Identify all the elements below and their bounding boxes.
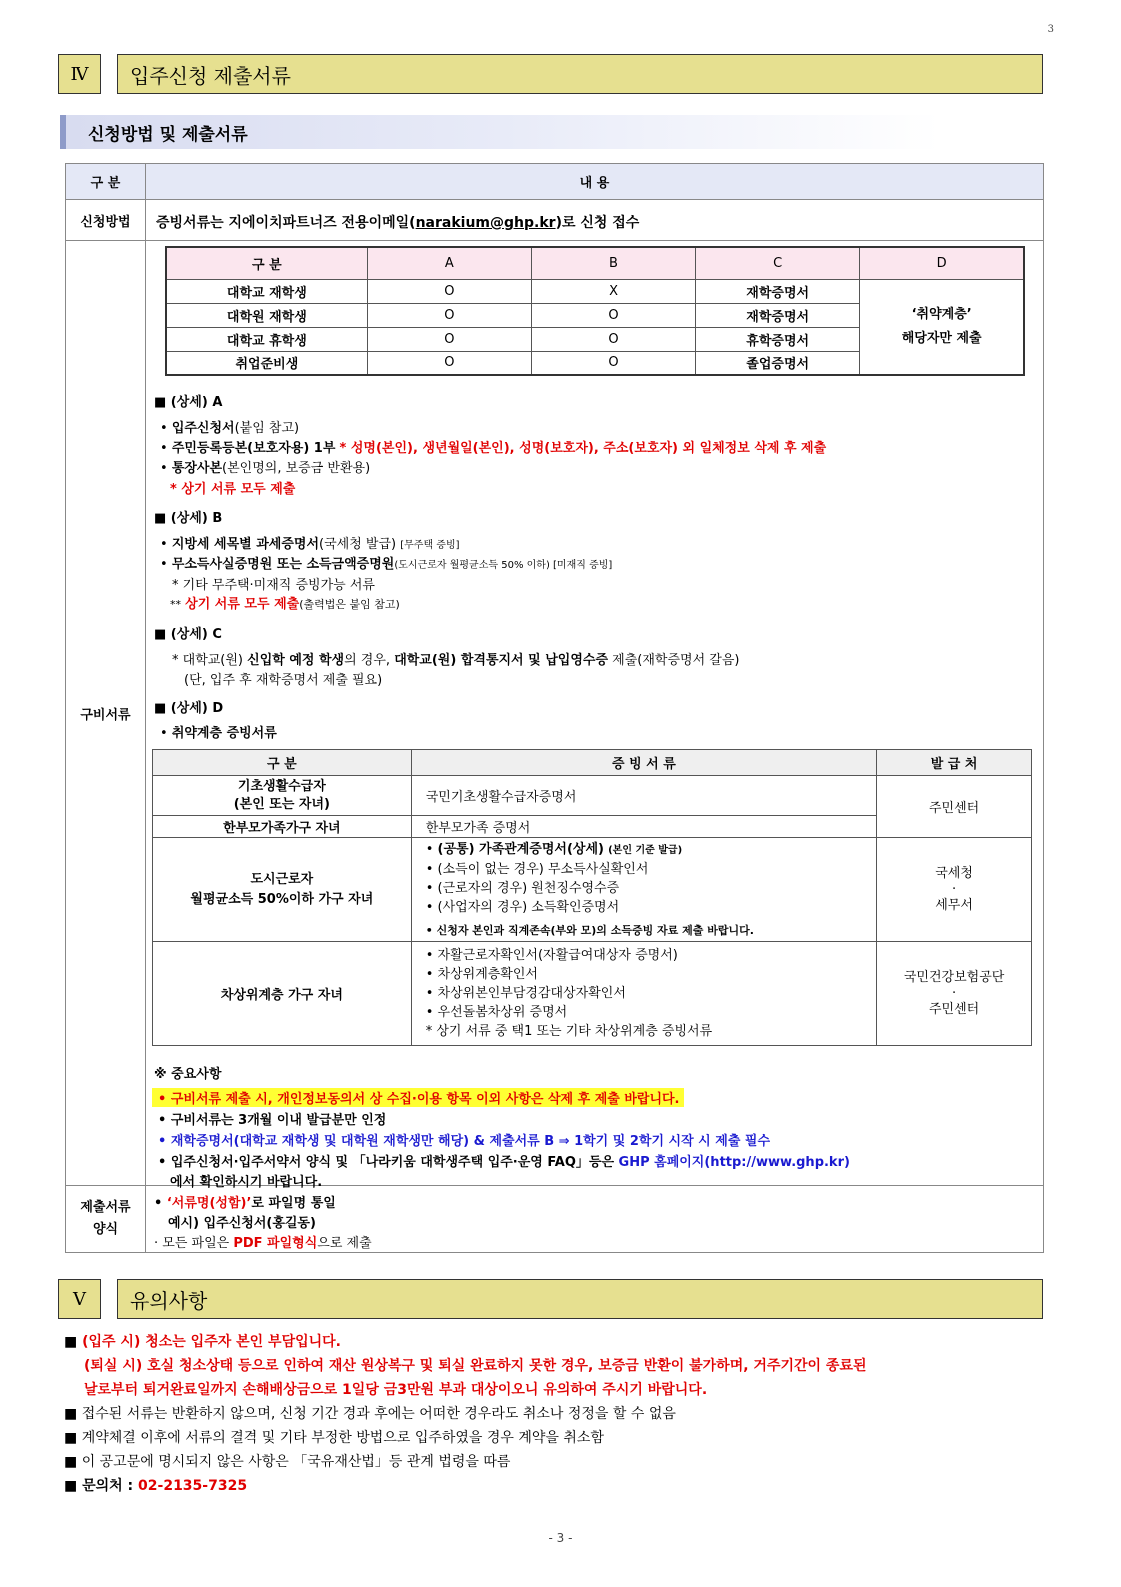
apply-text: 증빙서류는 지에이치파트너즈 전용이메일(narakium@ghp.kr)로 신청 접수	[156, 215, 640, 231]
page-number-bottom: - 3 -	[548, 1531, 573, 1545]
vulnerable-table	[152, 749, 1032, 1046]
detail-a-title: ■ (상세) A	[154, 395, 223, 410]
matrix-h1: A	[367, 247, 531, 279]
detail-a-line1: • 입주신청서(붙임 참고)	[160, 421, 300, 436]
matrix-h0: 구 분	[166, 247, 367, 279]
notice-1c: 날로부터 퇴거완료일까지 손해배상금으로 1일당 금3만원 부과 대상이오니 유의하여 주시기 바랍니다.	[84, 1382, 708, 1398]
format-line3: · 모든 파일은 PDF 파일형식으로 제출	[154, 1236, 372, 1251]
table-row: 차상위계층 가구 자녀 • 자활근로자확인서(자활급여대상자 증명서) • 차상위계층확인서 • 차상위본인부담경감대상자확인서 • 우선돌봄차상위 증명서 * 상기 서류 중 택1 또는 기타 차상위계층 증빙서류 국민건강보험공단 · 주민센터	[153, 942, 1032, 1046]
table-row: 취업준비생 O O 졸업증명서	[166, 351, 1024, 375]
detail-c-title: ■ (상세) C	[154, 627, 222, 642]
detail-c-line1: * 대학교(원) 신입학 예정 학생의 경우, 대학교(원) 합격통지서 및 납입영수증 제출(재학증명서 갈음)	[172, 653, 740, 668]
detail-b-line4: ** 상기 서류 모두 제출(출력법은 붙임 참고)	[170, 597, 400, 612]
table-row: 한부모가족가구 자녀 한부모가족 증명서	[153, 816, 1032, 838]
section-4-header	[58, 54, 1043, 94]
section-4-number: Ⅳ	[58, 54, 101, 94]
section-4-title: 입주신청 제출서류	[117, 54, 1043, 94]
important-title: ※ 중요사항	[154, 1067, 222, 1082]
detail-a-line2: • 주민등록등본(보호자용) 1부 * 성명(본인), 생년월일(본인), 성명(보호자), 주소(보호자) 외 일체정보 삭제 후 제출	[160, 441, 827, 456]
table-row: 대학원 재학생 O O 재학증명서	[166, 303, 1024, 327]
format-label: 제출서류 양식	[66, 1186, 146, 1252]
section-5-title: 유의사항	[117, 1279, 1043, 1319]
notice-3: ■ 계약체결 이후에 서류의 결격 및 기타 부정한 방법으로 입주하였을 경우 계약을 취소함	[64, 1430, 604, 1446]
table-row: 대학교 휴학생 O O 휴학증명서	[166, 327, 1024, 351]
main-table	[65, 163, 1044, 1253]
notice-contact: ■ 문의처 : 02-2135-7325	[64, 1478, 248, 1494]
important-line2: • 구비서류는 3개월 이내 발급분만 인정	[158, 1113, 387, 1128]
matrix-table	[165, 246, 1025, 376]
matrix-d-cell: ‘취약계층’ 해당자만 제출	[860, 279, 1024, 375]
table-row: 도시근로자 월평균소득 50%이하 가구 자녀 • (공통) 가족관계증명서(상세) (본인 기준 발급) • (소득이 없는 경우) 무소득사실확인서 • (근로자의 경우) 원천징수영수증 • (사업자의 경우) 소득확인증명서 • 신청자 본인과 직계존속(부와 모)의 소득증빙 자료 제출 바랍니다. 국세청 · 세무서	[153, 838, 1032, 942]
contact-phone: 02-2135-7325	[138, 1478, 248, 1494]
matrix-h2: B	[531, 247, 695, 279]
docs-row	[66, 241, 1043, 1190]
header-content: 내 용	[579, 176, 610, 191]
detail-b-title: ■ (상세) B	[154, 511, 223, 526]
detail-c-line2: (단, 입주 후 재학증명서 제출 필요)	[184, 673, 383, 688]
ghp-homepage-link[interactable]: GHP 홈페이지(http://www.ghp.kr)	[618, 1155, 850, 1170]
detail-b-line3: * 기타 무주택·미재직 증빙가능 서류	[172, 578, 375, 593]
page-number-top: 3	[1047, 24, 1054, 35]
matrix-h4: D	[860, 247, 1024, 279]
header-category: 구 분	[66, 164, 146, 199]
format-line2: 예시) 입주신청서(홍길동)	[168, 1216, 316, 1231]
email-link[interactable]: narakium@ghp.kr	[415, 215, 556, 231]
apply-label: 신청방법	[66, 200, 146, 240]
notice-1b: (퇴실 시) 호실 청소상태 등으로 인하여 재산 원상복구 및 퇴실 완료하지 못한 경우, 보증금 반환이 불가하며, 거주기간이 종료된	[84, 1358, 867, 1374]
important-line3: • 재학증명서(대학교 재학생 및 대학원 재학생만 해당) & 제출서류 B ⇒ 1학기 및 2학기 시작 시 제출 필수	[158, 1134, 771, 1149]
table-row: 대학교 재학생 O X 재학증명서 ‘취약계층’ 해당자만 제출	[166, 279, 1024, 303]
detail-a-line3: • 통장사본(본인명의, 보증금 반환용)	[160, 461, 371, 476]
format-row	[66, 1186, 1043, 1252]
detail-a-line4: * 상기 서류 모두 제출	[170, 482, 296, 497]
table-row: 기초생활수급자 (본인 또는 자녀) 국민기초생활수급자증명서 주민센터	[153, 776, 1032, 816]
docs-label: 구비서류	[66, 241, 146, 1185]
notice-2: ■ 접수된 서류는 반환하지 않으며, 신청 기간 경과 후에는 어떠한 경우라도 취소나 정정을 할 수 없음	[64, 1406, 676, 1422]
table-header-row	[66, 164, 1043, 200]
format-line1: • ‘서류명(성함)’로 파일명 통일	[154, 1196, 336, 1211]
detail-b-line1: • 지방세 세목별 과세증명서(국세청 발급) [무주택 증빙]	[160, 537, 460, 552]
matrix-header-row	[166, 247, 1024, 279]
section-5-header	[58, 1279, 1043, 1319]
notice-1: ■ (입주 시) 청소는 입주자 본인 부담입니다.	[64, 1334, 341, 1350]
section-5-number: Ⅴ	[58, 1279, 101, 1319]
detail-b-line2: • 무소득사실증명원 또는 소득금액증명원(도시근로자 월평균소득 50% 이하) [미재직 증빙]	[160, 557, 613, 572]
matrix-h3: C	[696, 247, 860, 279]
important-line1: • 구비서류 제출 시, 개인정보동의서 상 수집·이용 항목 이외 사항은 삭제 후 제출 바랍니다.	[152, 1088, 684, 1107]
important-line4: • 입주신청서·입주서약서 양식 및 「나라키움 대학생주택 입주·운영 FAQ」등은 GHP 홈페이지(http://www.ghp.kr)	[158, 1155, 850, 1170]
detail-d-title: ■ (상세) D	[154, 701, 224, 716]
subheading: 신청방법 및 제출서류	[60, 115, 940, 149]
vuln-header-row: 구 분 증 빙 서 류 발 급 처	[153, 750, 1032, 776]
notice-4: ■ 이 공고문에 명시되지 않은 사항은 「국유재산법」등 관계 법령을 따름	[64, 1454, 511, 1470]
important-line5: 에서 확인하시기 바랍니다.	[170, 1175, 323, 1190]
apply-content	[146, 200, 1043, 240]
docs-content	[146, 241, 1043, 1190]
detail-d-line1: • 취약계층 증빙서류	[160, 726, 277, 741]
format-content	[146, 1186, 1043, 1252]
apply-row	[66, 200, 1043, 241]
